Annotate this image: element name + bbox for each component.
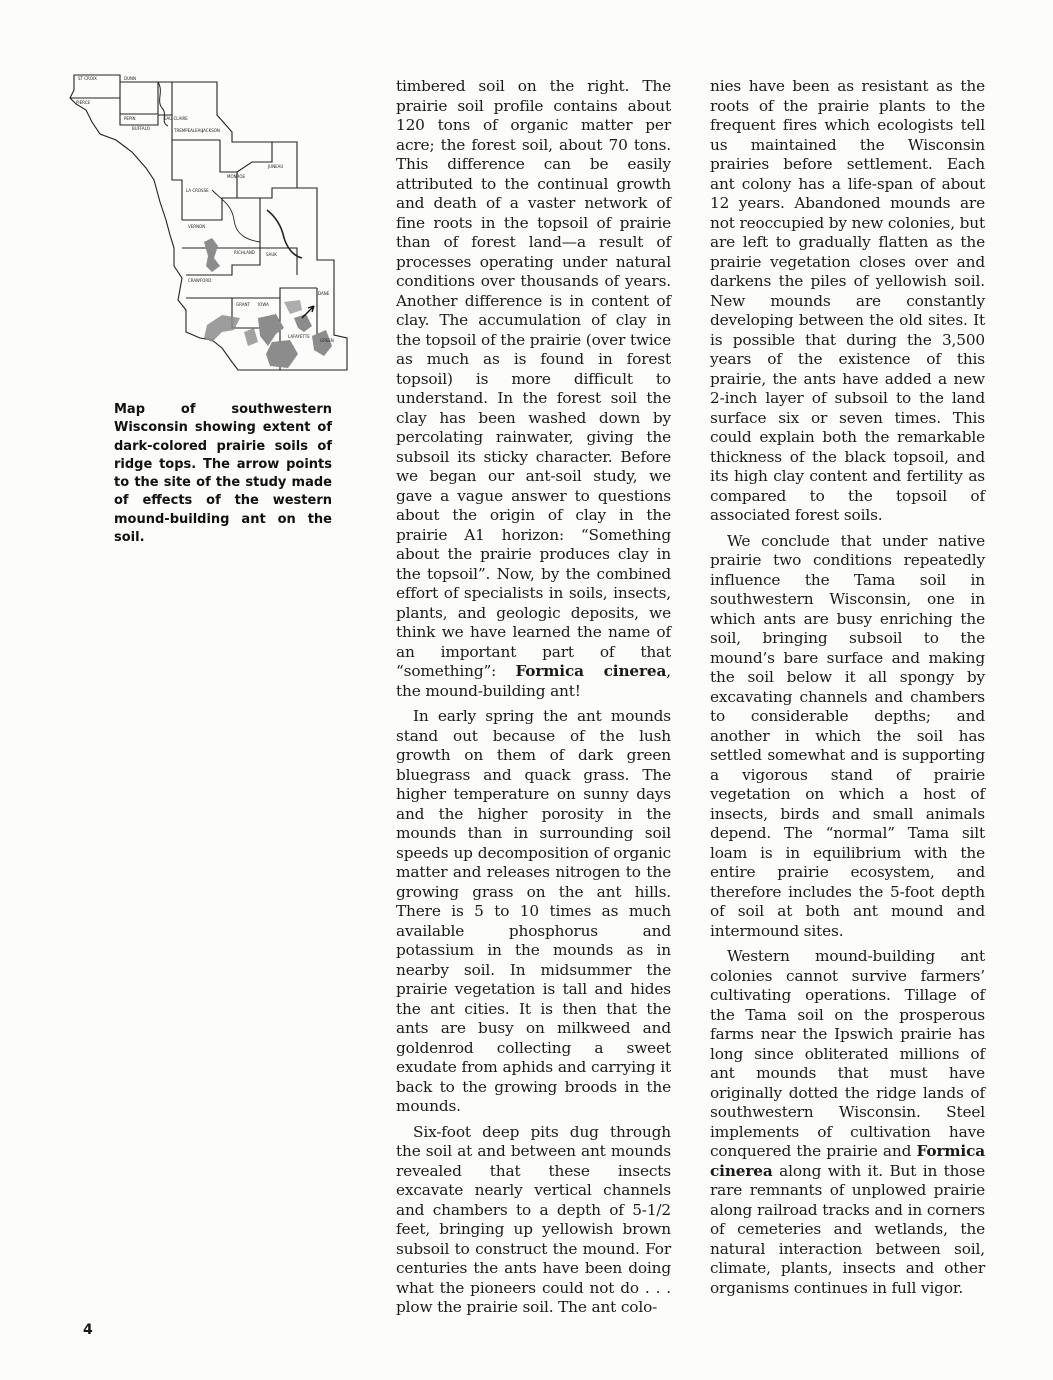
- page-number: 4: [83, 1322, 93, 1338]
- county-label: CRAWFORD: [188, 278, 212, 283]
- paragraph: Six-foot deep pits dug through the soil at and between ant mounds revealed that these insects excavate nearly vertical channels and chambers to a depth of 5-1/2 feet, bringing up yellowish brown subsoil to construct the mound. For centuries the ants have been doing what the pioneers could not do . . . plow the prairie soil. The ant colo-: [396, 1122, 671, 1316]
- county-label: VERNON: [188, 224, 206, 229]
- species-name: Formica cinerea: [515, 662, 667, 680]
- paragraph-text: timbered soil on the right. The prairie soil profile contains about 120 tons of organic matter per acre; the forest soil, about 70 tons. This difference can be easily attributed to the continual growth and death of a vaster network of fine roots in the topsoil of prairie than of forest land—a result of processes operating under natural conditions over thousands of years. Another difference is in content of clay. The accumulation of clay in the topsoil of the prairie (over twice as much as is found in forest topsoil) is more difficult to understand. In the forest soil the clay has been washed down by percolating rainwater, giving the subsoil its sticky character. Before we began our ant-soil study, we gave a vague answer to questions about the origin of clay in the prairie A1 horizon: “Something about the prairie produces clay in the topsoil”. Now, by the combined effort of specialists in soils, insects, plants, and geologic deposits, we think we have learned the name of an important part of that “something”:: [396, 77, 671, 680]
- paragraph: In early spring the ant mounds stand out because of the lush growth on them of dark green bluegrass and quack grass. The higher temperature on sunny days and the higher porosity in the mounds than in surrounding soil speeds up decomposition of organic matter and releases nitrogen to the growing grass on the ant hills. There is 5 to 10 times as much available phosphorus and potassium in the mounds as in nearby soil. In midsummer the prairie vegetation is tall and hides the ant cities. It is then that the ants are busy on milkweed and goldenrod collecting a sweet exudate from aphids and carrying it back to the growing broods in the mounds.: [396, 707, 671, 1115]
- county-label: EAU CLAIRE: [164, 116, 188, 121]
- text-column-1: [396, 77, 671, 1318]
- county-label: MONROE: [227, 174, 246, 179]
- paragraph: We conclude that under native prairie two conditions repeatedly influence the Tama soil in southwestern Wisconsin, one in which ants are busy enriching the soil, bringing subsoil to the mound’s bare surface and making the soil below it all spongy by excavating channels and chambers to considerable depths; and another in which the soil has settled somewhat and is supporting a vigorous stand of prairie vegetation on which a host of insects, birds and small animals depend. The “normal” Tama silt loam is in equilibrium with the entire prairie ecosystem, and therefore includes the 5-foot depth of soil at both ant mound and intermound sites.: [710, 531, 985, 940]
- county-label: SAUK: [266, 252, 277, 257]
- paragraph-text: along with it. But in those rare remnants of unplowed prairie along railroad tracks and in corners of cemeteries and wetlands, the natural interaction between soil, climate, plants, insects and other organisms continues in full vigor.: [710, 1161, 985, 1297]
- paragraph: nies have been as resistant as the roots of the prairie plants to the frequent fires which ecologists tell us maintained the Wisconsin prairies before settlement. Each ant colony has a life-span of about 12 years. Abandoned mounds are not reoccupied by new colonies, but are left to gradually flatten as the prairie vegetation closes over and darkens the piles of yellowish soil. New mounds are constantly developing between the old sites. It is possible that during the 3,500 years of the existence of this prairie, the ants have added a new 2-inch layer of subsoil to the land surface six or seven times. This could explain both the remarkable thickness of the black topsoil, and its high clay content and fertility as compared to the topsoil of associated forest soils.: [710, 77, 985, 524]
- county-label: DUNN: [124, 76, 136, 81]
- county-label: PIERCE: [76, 100, 91, 105]
- county-label: JUNEAU: [268, 164, 284, 169]
- county-map-svg: [62, 70, 352, 390]
- county-label: LA CROSSE: [186, 188, 209, 193]
- county-label: ST CROIX: [78, 76, 97, 81]
- paragraph: [710, 947, 985, 1298]
- paragraph-text: , the mound-building ant!: [396, 662, 671, 700]
- county-label: JACKSON: [202, 128, 220, 133]
- county-label: RICHLAND: [234, 250, 255, 255]
- study-site-arrow: [302, 306, 314, 318]
- county-label: GRANT: [236, 302, 250, 307]
- county-label: LAFAYETTE: [288, 334, 310, 339]
- southwestern-wisconsin-map: [62, 70, 352, 390]
- paragraph: [396, 77, 671, 701]
- map-caption: Map of southwestern Wisconsin showing extent of dark-colored prairie soils of ridge tops. The arrow points to the site of the study made of effects of the western mound-building ant on the soil.: [114, 402, 332, 546]
- county-label: PEPIN: [124, 116, 136, 121]
- species-name: Formica cinerea: [710, 1142, 985, 1180]
- county-label: GREEN: [320, 338, 334, 343]
- text-column-2: [710, 77, 985, 1298]
- county-label: DANE: [318, 291, 330, 296]
- county-label: BUFFALO: [132, 126, 150, 131]
- paragraph-text: Western mound-building ant colonies cannot survive farmers’ cultivating operations. Tillage of the Tama soil on the prosperous farms near the Ipswich prairie has long since obliterated millions of ant mounds that must have originally dotted the ridge lands of southwestern Wisconsin. Steel implements of cultivation have conquered the prairie and: [710, 947, 985, 1160]
- county-label: IOWA: [258, 302, 269, 307]
- county-label: TREMPEALEAU: [174, 128, 204, 133]
